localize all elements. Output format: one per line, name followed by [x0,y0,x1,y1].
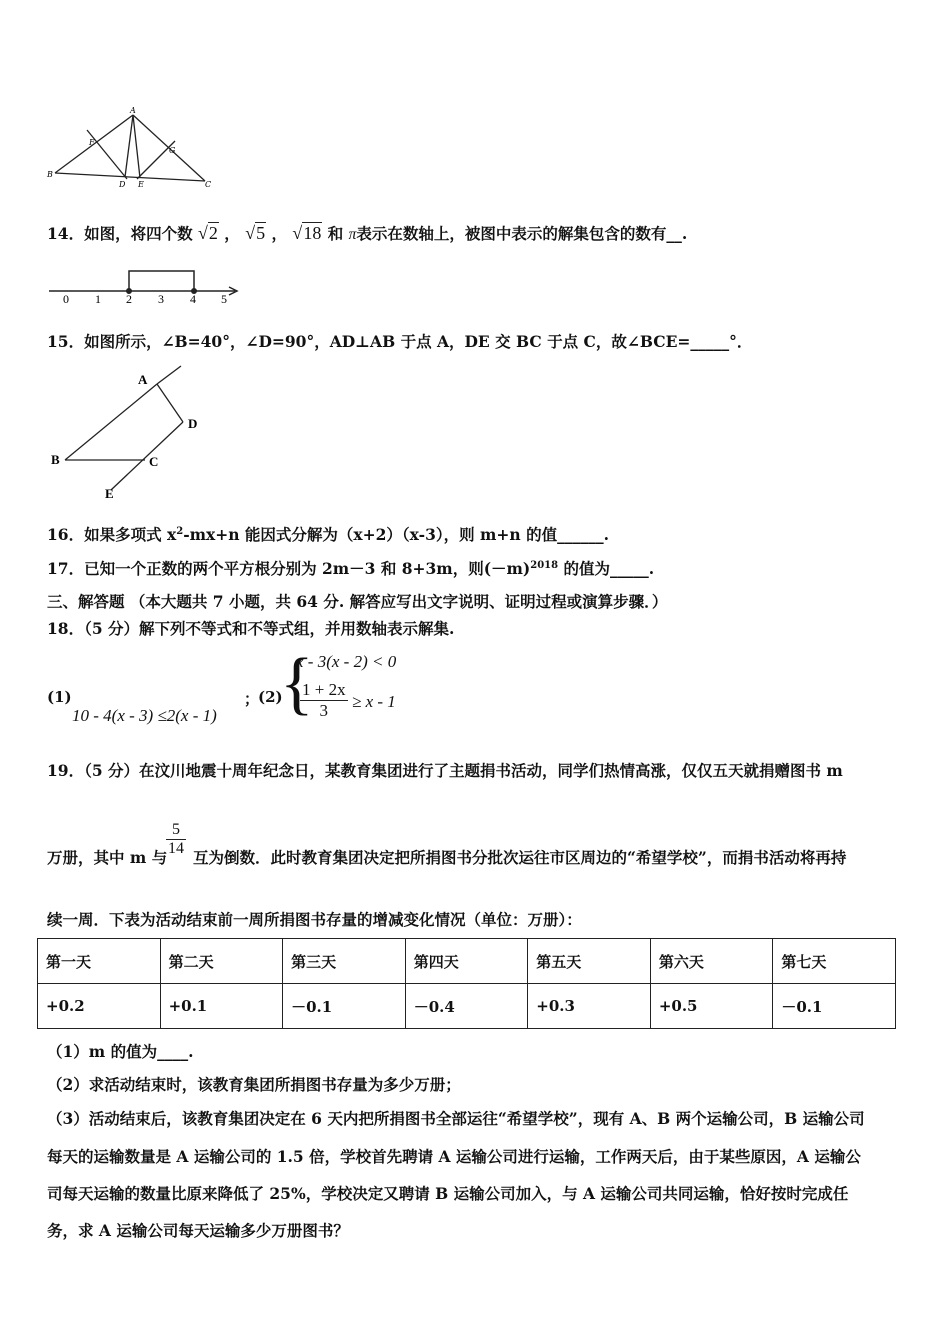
q18-frac-num: 1 + 2x [302,680,346,699]
q14-tick-label: 4 [190,292,196,306]
table-header-cell: 第七天 [773,939,896,984]
table-value-cell: －0.1 [283,984,406,1029]
q13-label-c: C [205,180,212,189]
table-value-cell: +0.1 [160,984,283,1029]
question-16 [47,523,609,545]
q19-sub3-line1: （3）活动结束后，该教育集团决定在 6 天内把所捐图书全部运往“希望学校”，现有 A、B 两个运输公司，B 运输公司 [47,1109,865,1128]
q14-tick-label: 2 [126,292,132,306]
q15-label-a: A [138,372,148,387]
q17-sup: 2018 [530,559,559,571]
question-15: 15．如图所示，∠B=40°，∠D=90°，AD⊥AB 于点 A，DE 交 BC 于点 C，故∠BCE=_____°． [47,332,753,351]
q17-part-a: 17．已知一个正数的两个平方根分别为 2m－3 和 8+3m，则(－m) [47,559,531,578]
q15-label-b: B [51,452,60,467]
table-header-cell: 第三天 [283,939,406,984]
question-17 [47,557,654,579]
q14-and: 和 [327,224,344,243]
section-3-heading: 三、解答题 （本大题共 7 小题，共 64 分. 解答应写出文字说明、证明过程或演算步骤．） [47,592,668,611]
q13-label-e: E [138,180,144,189]
q18-system-line2: ≥ x - 1 [352,692,396,711]
question-19-line1: 19．（5 分）在汶川地震十周年纪念日，某教育集团进行了主题捐书活动，同学们热情高涨，仅仅五天就捐赠图书 m [47,761,843,780]
q14-suffix: 表示在数轴上，被图中表示的解集包含的数有__. [356,224,688,243]
q14-tick-label: 3 [158,292,164,306]
q18-fraction [300,680,348,721]
q18-system-line1: x - 3(x - 2) < 0 [296,652,397,671]
question-19-line3: 续一周．下表为活动结束前一周所捐图书存量的增减变化情况（单位：万册）： [47,910,582,929]
table-header-cell: 第一天 [38,939,161,984]
table-row [38,984,896,1029]
table-header-cell: 第四天 [405,939,528,984]
table-value-cell: +0.3 [528,984,651,1029]
q14-sqrt-18: √18 [292,223,322,243]
q19-sub2: （2）求活动结束时，该教育集团所捐图书存量为多少万册； [47,1075,461,1094]
q19-sub1: （1）m 的值为____. [47,1042,194,1061]
question-19-line2b: 互为倒数．此时教育集团决定把所捐图书分批次运往市区周边的“希望学校”，而捐书活动将再持 [193,848,847,867]
table-value-cell: +0.2 [38,984,161,1029]
q18-sep: ； [244,690,260,708]
q13-label-g: G [169,146,176,155]
q19-sub3-line2: 每天的运输数量是 A 运输公司的 1.5 倍，学校首先聘请 A 运输公司进行运输，工作两天后，由于某些原因，A 运输公 [47,1147,861,1166]
q13-label-a: A [130,106,136,115]
q19-frac-den: 14 [168,840,184,857]
q15-figure [45,360,215,505]
q14-prefix: 14．如图，将四个数 [47,224,193,243]
q19-table [37,938,896,1029]
q14-sqrt-5: √5 [245,223,266,243]
q19-line2a: 万册，其中 m 与 [47,848,168,867]
table-value-cell: －0.4 [405,984,528,1029]
q18-part1-label: (1) [47,688,72,706]
q14-number-line [45,265,245,307]
q19-frac-num: 5 [166,821,186,840]
q19-sub3-line3: 司每天运输的数量比原来降低了 25%，学校决定又聘请 B 运输公司加入，与 A 运输公司共同运输，恰好按时完成任 [47,1184,849,1203]
table-header-cell: 第二天 [160,939,283,984]
table-header-cell: 第五天 [528,939,651,984]
question-14 [47,222,687,244]
q13-label-d: D [119,180,126,189]
q15-label-c: C [149,454,159,469]
q15-label-e: E [105,486,114,501]
q13-label-b: B [47,170,53,179]
question-19-line2 [47,846,167,868]
q18-part2-label: (2) [258,688,283,706]
q17-part-b: 的值为_____. [558,559,655,578]
q13-label-f: F [89,138,95,147]
table-header-cell: 第六天 [650,939,773,984]
q14-tick-label: 1 [95,292,101,306]
q19-sub3-line4: 务，求 A 运输公司每天运输多少万册图书？ [47,1221,349,1240]
q16-part-b: -mx+n 能因式分解为（x+2）（x-3），则 m+n 的值______. [183,525,609,544]
q19-fraction [166,821,186,858]
table-value-cell: －0.1 [773,984,896,1029]
q18-brace: { [280,645,314,722]
q18-expr1: 10 - 4(x - 3) ≤2(x - 1) [72,706,217,725]
q13-triangle-figure [45,105,220,193]
q14-sep2: ， [271,224,288,243]
table-row [38,939,896,984]
q14-tick-label: 0 [63,292,69,306]
q16-sup: 2 [176,525,184,537]
q16-part-a: 16．如果多项式 x [47,525,177,544]
q14-tick-label: 5 [221,292,227,306]
q15-label-d: D [188,416,198,431]
q14-sep1: ， [224,224,240,243]
table-value-cell: +0.5 [650,984,773,1029]
q18-frac-den: 3 [319,701,329,720]
q14-pi: π [348,226,357,243]
q14-sqrt-2: √2 [197,223,218,243]
question-18: 18．（5 分）解下列不等式和不等式组，并用数轴表示解集. [47,619,455,638]
